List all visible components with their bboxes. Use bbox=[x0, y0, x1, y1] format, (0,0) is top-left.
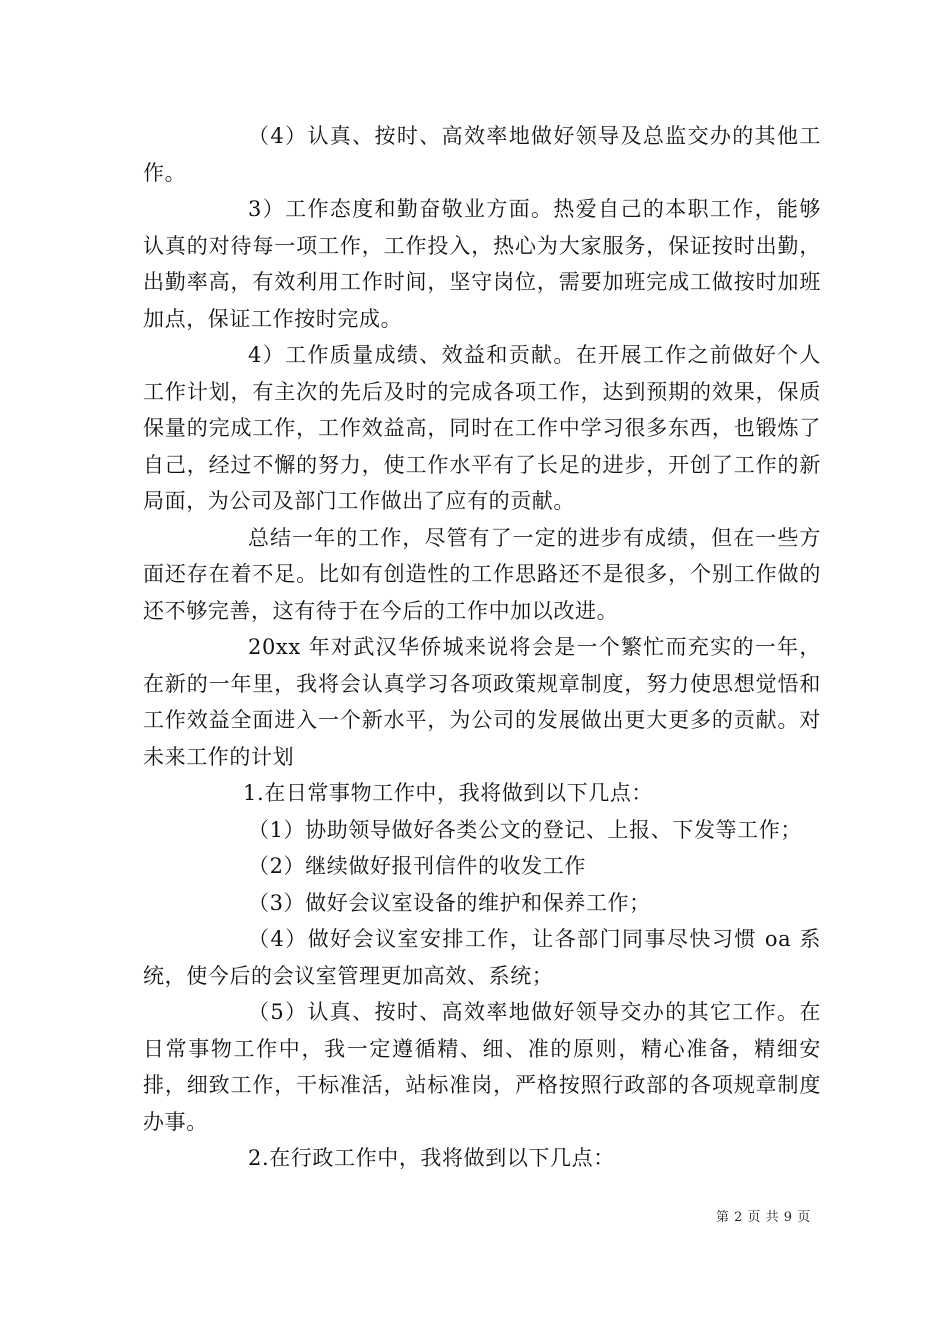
paragraph-summary: 总结一年的工作，尽管有了一定的进步有成绩，但在一些方面还存在着不足。比如有创造性的工作思路还不是很多，个别工作做的还不够完善，这有待于在今后的工作中加以改进。 bbox=[143, 525, 821, 623]
paragraph-work-quality: 4）工作质量成绩、效益和贡献。在开展工作之前做好个人工作计划，有主次的先后及时的完成各项工作，达到预期的效果，保质保量的完成工作，工作效益高，同时在工作中学习很多东西，也锻炼了自己，经过不懈的努力，使工作水平有了长足的进步，开创了工作的新局面，为公司及部门工作做出了应有的贡献。 bbox=[143, 343, 821, 513]
heading-admin-work: 2.在行政工作中，我将做到以下几点： bbox=[248, 1146, 615, 1170]
paragraph-task-4: （4）认真、按时、高效率地做好领导及总监交办的其他工作。 bbox=[143, 124, 821, 185]
list-item-4: （4）做好会议室安排工作，让各部门同事尽快习惯 oa 系统，使今后的会议室管理更加高效、系统； bbox=[143, 927, 821, 988]
heading-daily-affairs: 1.在日常事物工作中，我将做到以下几点： bbox=[243, 781, 654, 805]
list-item-5: （5）认真、按时、高效率地做好领导交办的其它工作。在日常事物工作中，我一定遵循精、细、准的原则，精心准备，精细安排，细致工作，干标准活，站标准岗，严格按照行政部的各项规章制度办事。 bbox=[143, 1000, 821, 1134]
paragraph-next-year: 20xx 年对武汉华侨城来说将会是一个繁忙而充实的一年，在新的一年里，我将会认真学习各项政策规章制度，努力使思想觉悟和工作效益全面进入一个新水平，为公司的发展做出更大更多的贡献。对未来工作的计划 bbox=[143, 635, 821, 769]
document-body bbox=[143, 118, 821, 1177]
list-item-1: （1）协助领导做好各类公文的登记、上报、下发等工作； bbox=[248, 817, 802, 842]
list-item-3: （3）做好会议室设备的维护和保养工作； bbox=[248, 890, 651, 915]
page-number: 第 2 页 共 9 页 bbox=[716, 1210, 811, 1225]
paragraph-work-attitude: 3）工作态度和勤奋敬业方面。热爱自己的本职工作，能够认真的对待每一项工作，工作投入，热心为大家服务，保证按时出勤，出勤率高，有效利用工作时间，坚守岗位，需要加班完成工做按时加班加点，保证工作按时完成。 bbox=[143, 197, 821, 331]
list-item-2: （2）继续做好报刊信件的收发工作 bbox=[248, 854, 586, 878]
